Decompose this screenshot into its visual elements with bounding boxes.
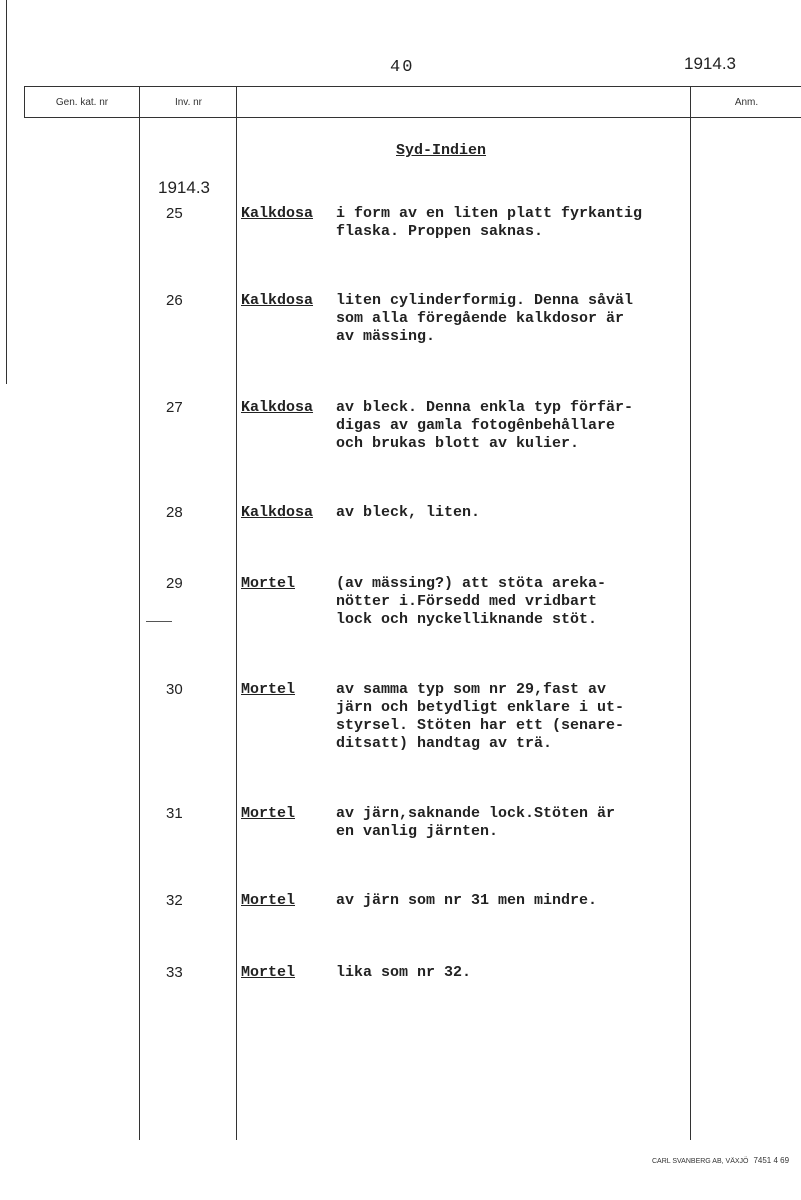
object-description: av samma typ som nr 29,fast av järn och betydligt enklare i ut- styrsel. Stöten har ett (senare- ditsatt) handtag av trä. [336,681,625,752]
object-type: Kalkdosa [241,399,314,416]
object-type: Mortel [241,964,296,981]
object-type: Mortel [241,805,296,822]
inventory-number: 33 [166,964,183,981]
object-description: av bleck, liten. [336,504,481,521]
object-type: Kalkdosa [241,292,314,309]
printer-imprint [652,1156,789,1165]
column-header-gen-kat: Gen. kat. nr [55,97,109,108]
inventory-number: 29 [166,575,183,592]
column-divider-gen-inv [139,86,140,1140]
object-description: av järn som nr 31 men mindre. [336,892,598,909]
column-header-inv: Inv. nr [174,97,203,108]
header-left-border [24,86,25,118]
object-type: Kalkdosa [241,504,314,521]
inventory-year: 1914.3 [158,178,210,197]
inventory-number: 31 [166,805,183,822]
page-number: 40 [390,58,415,77]
year-reference: 1914.3 [684,54,736,73]
inventory-number: 25 [166,205,183,222]
inventory-number: 28 [166,504,183,521]
printer-name: CARL SVANBERG AB, VÄXJÖ [652,1158,749,1165]
object-description: av bleck. Denna enkla typ förfär- digas av gamla fotogênbehållare och brukas blott av kulier. [336,399,634,452]
inventory-number: 27 [166,399,183,416]
header-bottom-border [24,117,801,118]
object-type: Kalkdosa [241,205,314,222]
section-title: Syd-Indien [396,142,487,159]
object-type: Mortel [241,681,296,698]
object-description: liten cylinderformig. Denna såväl som alla föregående kalkdosor är av mässing. [336,292,634,345]
object-description: av järn,saknande lock.Stöten är en vanlig järnten. [336,805,616,840]
column-divider-inv-desc [236,86,237,1140]
inventory-number: 32 [166,892,183,909]
inventory-number: 26 [166,292,183,309]
object-type: Mortel [241,892,296,909]
column-header-anm: Anm. [734,97,759,108]
pencil-dash-mark [146,621,172,622]
object-description: (av mässing?) att stöta areka- nötter i.Försedd med vridbart lock och nyckelliknande stöt. [336,575,607,628]
table-top-border [24,86,801,87]
form-code: 7451 4 69 [753,1156,790,1165]
object-description: lika som nr 32. [336,964,472,981]
object-type: Mortel [241,575,296,592]
object-description: i form av en liten platt fyrkantig flaska. Proppen saknas. [336,205,643,240]
column-divider-desc-anm [690,86,691,1140]
inventory-number: 30 [166,681,183,698]
binding-edge-line [6,0,7,384]
